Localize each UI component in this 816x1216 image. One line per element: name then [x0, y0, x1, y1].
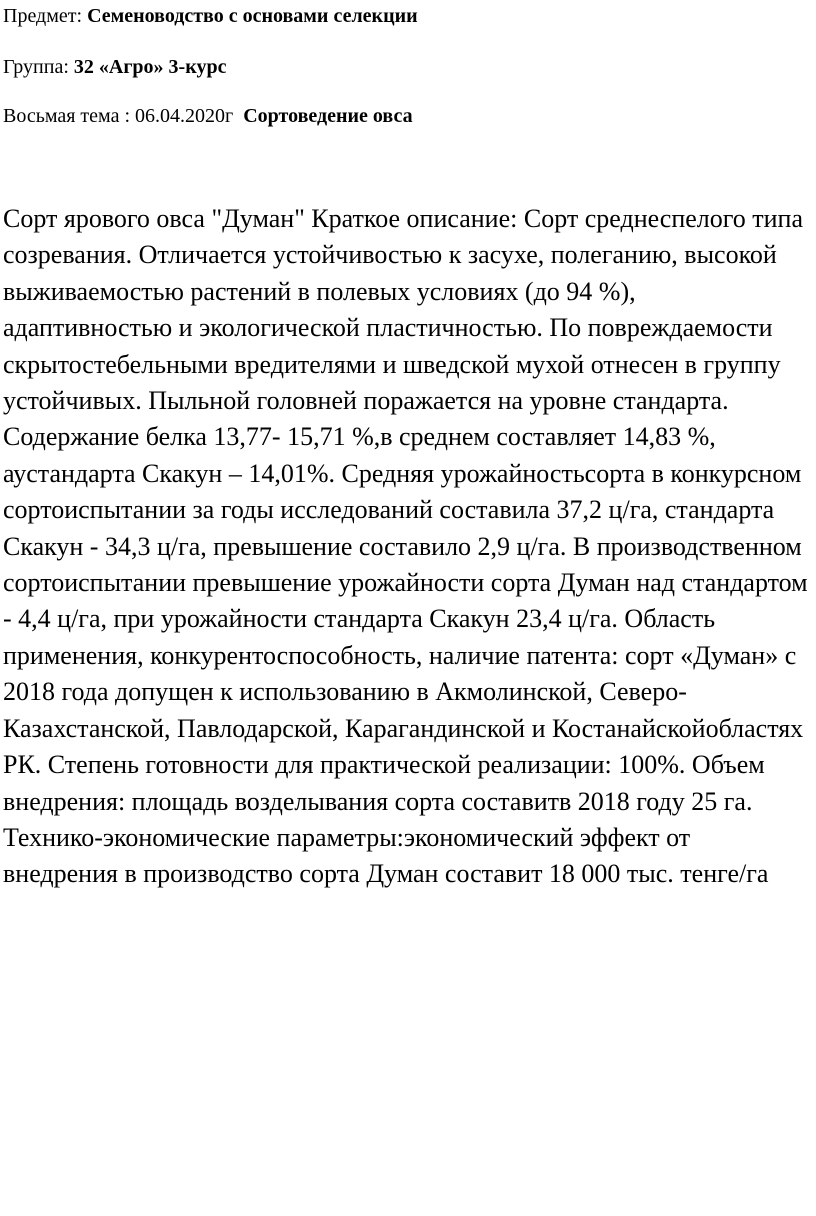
description-paragraph: Сорт ярового овса "Думан" Краткое описание: Сорт среднеспелого типа созревания. Отличается устойчивостью к засухе, полеганию, высокой выживаемостью растений в полевых условиях (до 94 %), адаптивностью и экологической пластичностью. По повреждаемости скрытостебельными вредителями и шведской мухой отнесен в группу устойчивых. Пыльной головней поражается на уровне стандарта. Содержание белка 13,77- 15,71 %,в среднем составляет 14,83 %, аустандарта Скакун – 14,01%. Средняя урожайностьсорта в конкурсном сортоиспытании за годы исследований составила 37,2 ц/га, стандарта Скакун - 34,3 ц/га, превышение составило 2,9 ц/га. В производственном сортоиспытании превышение урожайности сорта Думан над стандартом - 4,4 ц/га, при урожайности стандарта Скакун 23,4 ц/га. Область применения, конкурентоспособность, наличие патента: сорт «Думан» с 2018 года допущен к использованию в Акмолинской, Северо-Казахстанской, Павлодарской, Карагандинской и Костанайскойобластях РК. Степень готовности для практической реализации: 100%. Объем внедрения: площадь возделывания сорта составитв 2018 году 25 га. Технико-экономические параметры:экономический эффект от внедрения в производство сорта Думан составит 18 000 тыс. тенге/га — [3, 204, 808, 889]
subject-label: Предмет: — [3, 5, 88, 27]
topic-label: Восьмая тема : 06.04.2020г — [3, 105, 244, 127]
topic-value: Сортоведение овса — [243, 105, 413, 127]
subject-line — [3, 4, 418, 28]
group-value: 32 «Агро» 3-курс — [73, 56, 227, 78]
topic-line — [3, 104, 413, 128]
group-label: Группа: — [3, 56, 74, 78]
subject-value: Семеноводство с основами селекции — [87, 5, 418, 27]
group-line — [3, 55, 226, 79]
